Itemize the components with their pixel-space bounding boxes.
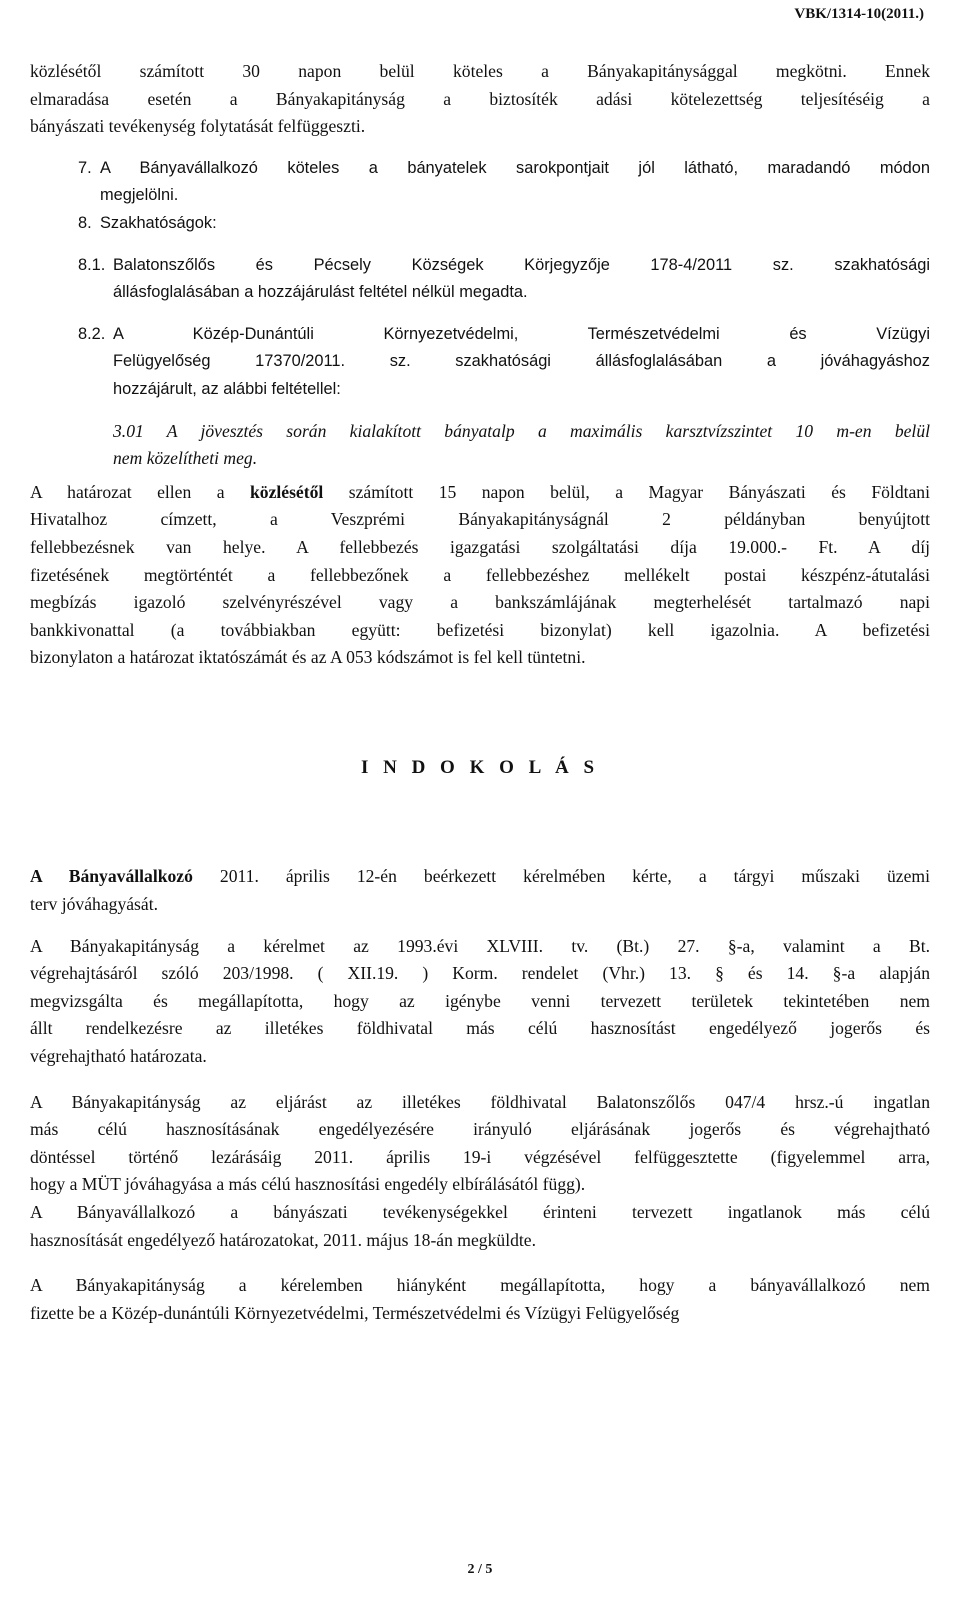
paragraph-request bbox=[30, 863, 930, 918]
list-item-8 bbox=[30, 210, 930, 238]
bold-text: A Bányavállalkozó bbox=[30, 866, 193, 887]
text-line: A Bányavállalkozó a bányászati tevékenységekkel érinteni tervezett ingatlanok más célú bbox=[30, 1202, 930, 1222]
paragraph-review bbox=[30, 933, 930, 1071]
text-line: állásfoglalásában a hozzájárulást feltétel nélkül megadta. bbox=[113, 283, 528, 302]
text-line: végrehajtható határozata. bbox=[30, 1046, 207, 1067]
text-line: fellebbezésnek van helye. A fellebbezés igazgatási szolgáltatási díja 19.000.- Ft. A díj bbox=[30, 536, 930, 557]
text-line: fizetésének megtörténtét a fellebbezőnek a fellebbezéshez mellékelt postai készpénz-átutalási bbox=[30, 564, 930, 585]
text-line: elmaradása esetén a Bányakapitányság a biztosíték adási kötelezettség teljesítéséig a bbox=[30, 88, 930, 109]
text-line: közlésétől számított 30 napon belül köteles a Bányakapitánysággal megkötni. Ennek bbox=[30, 61, 930, 81]
text-line: fizette be a Közép-dunántúli Környezetvédelmi, Természetvédelmi és Vízügyi Felügyelőség bbox=[30, 1302, 680, 1323]
text-line: A Bányakapitányság a kérelemben hiányként megállapította, hogy a bányavállalkozó nem bbox=[30, 1275, 930, 1296]
text-line: megvizsgálta és megállapította, hogy az igénybe venni tervezett területek tekintetében nem bbox=[30, 990, 930, 1011]
item-number: 7. bbox=[78, 158, 92, 177]
text-line: hasznosítását engedélyező határozatokat, 2011. május 18-án megküldte. bbox=[30, 1229, 536, 1250]
list-item-7 bbox=[30, 155, 930, 210]
text-line: hozzájárult, az alábbi feltétellel: bbox=[113, 379, 341, 398]
text-line: terv jóváhagyását. bbox=[30, 894, 158, 915]
text-line: bankkivonattal (a továbbiakban együtt: befizetési bizonylat) kell igazolnia. A befizetési bbox=[30, 619, 930, 640]
paragraph-suspension bbox=[30, 1089, 930, 1199]
paragraph-submission bbox=[30, 1199, 930, 1254]
text-line: hogy a MÜT jóváhagyása a más célú hasznosítási engedély elbírálásától függ). bbox=[30, 1174, 586, 1195]
item-number: 8. bbox=[78, 213, 92, 232]
text-line: megjelölni. bbox=[100, 186, 179, 205]
text-line: A Bányakapitányság az eljárást az illetékes földhivatal Balatonszőlős 047/4 hrsz.-ú ingatlan bbox=[30, 1091, 930, 1112]
list-item-8-1 bbox=[30, 252, 930, 307]
text-line: 3.01 A jövesztés során kialakított bányatalp a maximális karsztvízszintet 10 m-en belül bbox=[113, 420, 930, 441]
text-segment: A határozat ellen a bbox=[30, 481, 250, 502]
text-line: Felügyelőség 17370/2011. sz. szakhatósági állásfoglalásában a jóváhagyáshoz bbox=[113, 352, 930, 371]
text-line: bányászati tevékenység folytatását felfüggeszti. bbox=[30, 116, 366, 137]
bold-text: közlésétől bbox=[250, 481, 324, 502]
condition-3-01 bbox=[30, 418, 930, 473]
paragraph-deficiency bbox=[30, 1272, 930, 1327]
text-line: bizonylaton a határozat iktatószámát és az A 053 kódszámot is fel kell tüntetni. bbox=[30, 647, 586, 668]
text-segment: számított 15 napon belül, a Magyar Bányászati és Földtani bbox=[323, 481, 930, 502]
item-number: 8.1. bbox=[78, 255, 106, 274]
section-title: I N D O K O L Á S bbox=[360, 756, 600, 778]
text-line: állt rendelkezésre az illetékes földhivatal más célú hasznosítást engedélyező jogerős és bbox=[30, 1018, 930, 1039]
paragraph-appeal bbox=[30, 479, 930, 672]
text-line: megbízás igazoló szelvényrészével vagy a bankszámlájának megterhelését tartalmazó napi bbox=[30, 592, 930, 613]
text-segment: 2011. április 12-én beérkezett kérelmében kérte, a tárgyi műszaki üzemi bbox=[192, 866, 930, 887]
text-line: Balatonszőlős és Pécsely Községek Körjegyzője 178-4/2011 sz. szakhatósági bbox=[113, 255, 930, 274]
list-item-8-2 bbox=[30, 321, 930, 404]
text-line: Hivatalhoz címzett, a Veszprémi Bányakapitányságnál 2 példányban benyújtott bbox=[30, 509, 930, 530]
document-id: VBK/1314-10(2011.) bbox=[794, 6, 924, 22]
text-line: A Közép-Dunántúli Környezetvédelmi, Természetvédelmi és Vízügyi bbox=[113, 324, 930, 343]
text-line: végrehajtásáról szóló 203/1998. ( XII.19. ) Korm. rendelet (Vhr.) 13. § és 14. §-a alapján bbox=[30, 963, 930, 984]
text-line: nem közelítheti meg. bbox=[113, 448, 258, 469]
item-number: 8.2. bbox=[78, 324, 106, 343]
page-number: 2 / 5 bbox=[467, 1562, 493, 1577]
text-line: A Bányakapitányság a kérelmet az 1993.évi XLVIII. tv. (Bt.) 27. §-a, valamint a Bt. bbox=[30, 935, 930, 956]
text-line: döntéssel történő lezárásáig 2011. április 19-i végzésével felfüggesztette (figyelemmel arra, bbox=[30, 1146, 930, 1167]
paragraph-intro bbox=[30, 58, 930, 141]
text-line: Szakhatóságok: bbox=[100, 213, 217, 232]
text-line: más célú hasznosításának engedélyezésére irányuló eljárásának jogerős és végrehajtható bbox=[30, 1119, 930, 1140]
text-line: A Bányavállalkozó köteles a bányatelek sarokpontjait jól látható, maradandó módon bbox=[100, 158, 930, 177]
document-body bbox=[30, 58, 930, 1327]
